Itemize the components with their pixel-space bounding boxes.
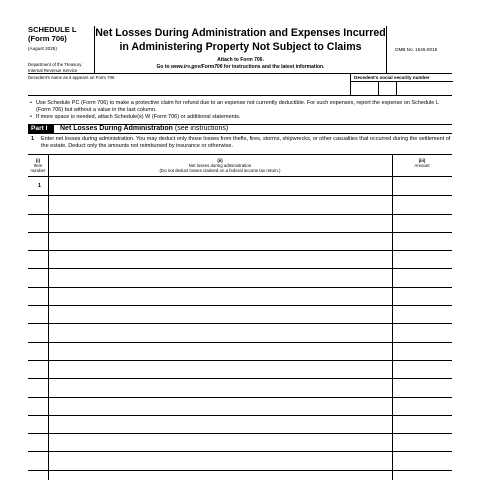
ssn-divider	[351, 81, 453, 82]
department-label: Department of the Treasury	[28, 62, 82, 68]
table-row[interactable]	[28, 398, 452, 416]
table-row[interactable]	[28, 471, 452, 480]
part-title-text: Net Losses During Administration	[60, 125, 173, 132]
irs-label: Internal Revenue Service	[28, 67, 78, 73]
instruction-item: • If more space is needed, attach Schedule(s) W (Form 706) or additional statements.	[28, 114, 452, 121]
item-number: 1	[38, 183, 41, 189]
line-1-instruction	[28, 136, 452, 150]
omb-block	[387, 26, 452, 74]
column-roman: (iii)	[418, 158, 426, 163]
form-title-line1: Net Losses During Administration and Expenses Incurred	[95, 27, 386, 39]
omb-number: OMB No. 1545-0015	[395, 47, 438, 52]
table-row[interactable]	[28, 270, 452, 288]
column-header-amount	[392, 155, 452, 177]
ssn-separator-2	[396, 81, 397, 96]
part-title	[60, 125, 228, 134]
table-row[interactable]	[28, 343, 452, 361]
form-reference: (Form 706)	[28, 33, 67, 43]
instruction-item: • Use Schedule PC (Form 706) to make a protective claim for refund due to an expense not currently deductible. For such expenses, report the expense on Schedule L (Form 706) but without a value in the last column.	[28, 100, 452, 114]
line-1-text: Enter net losses during administration. You may deduct only those losses from thefts, fires, storms, shipwrecks, or other casualties that occurred during the settlement of the estate. Deduct only the amounts not reimbursed by insurance or otherwise.	[41, 136, 451, 149]
schedule-title: SCHEDULE L	[28, 25, 77, 34]
instructions-list	[28, 100, 452, 122]
decedent-info-row	[28, 74, 452, 96]
agency-block	[28, 62, 81, 73]
goto-suffix: for instructions and the latest information.	[222, 64, 325, 70]
title-block	[95, 26, 387, 74]
table-row[interactable]	[28, 434, 452, 452]
column-roman: (ii)	[217, 158, 223, 163]
irs-link[interactable]: www.irs.gov/Form706	[171, 64, 223, 70]
revision-date: (August 2025)	[28, 46, 57, 51]
table-row[interactable]	[28, 288, 452, 306]
attach-note: Attach to Form 706.	[217, 57, 264, 63]
line-number: 1	[31, 136, 35, 142]
ssn-label: Decedent's social security number	[354, 75, 430, 80]
column-note: (Do not deduct losses claimed on a federal income tax return.)	[159, 168, 281, 174]
losses-table	[28, 154, 452, 480]
table-row[interactable]	[28, 251, 452, 269]
decedent-name-label: Decedent's name as it appears on Form 706	[28, 75, 115, 80]
table-row[interactable]	[28, 453, 452, 471]
form-header	[28, 26, 452, 74]
column-header-item-number	[28, 155, 48, 177]
part-label: Part I	[28, 125, 54, 134]
column-label: Item number	[30, 163, 46, 174]
table-row[interactable]	[28, 215, 452, 233]
table-row[interactable]	[28, 361, 452, 379]
part-title-note: (see instructions)	[172, 125, 229, 132]
table-row[interactable]	[28, 178, 452, 196]
table-row[interactable]	[28, 306, 452, 324]
table-row[interactable]	[28, 416, 452, 434]
form-title-line2: in Administering Property Not Subject to Claims	[119, 41, 362, 53]
part-1-header	[28, 124, 452, 134]
goto-prefix: Go to	[156, 64, 171, 70]
table-row[interactable]	[28, 233, 452, 251]
form-page	[28, 26, 452, 480]
ssn-separator-1	[378, 81, 379, 96]
table-row[interactable]	[28, 196, 452, 214]
table-row[interactable]	[28, 379, 452, 397]
goto-note	[95, 64, 386, 70]
form-id-block	[28, 26, 95, 74]
ssn-field[interactable]	[350, 74, 452, 96]
column-label: Net losses during administration	[188, 163, 252, 169]
column-label: Amount	[414, 163, 430, 169]
table-row[interactable]	[28, 324, 452, 342]
column-header-description	[48, 155, 392, 177]
column-roman: (i)	[35, 158, 41, 163]
